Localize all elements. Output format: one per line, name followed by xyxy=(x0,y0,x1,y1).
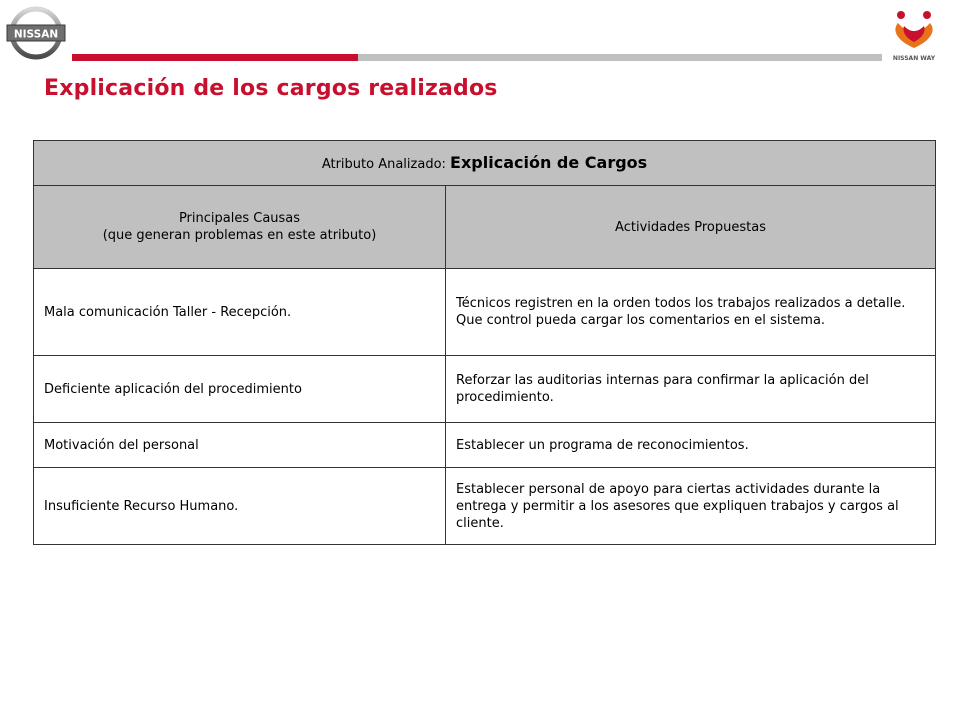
column-header-activities: Actividades Propuestas xyxy=(446,186,936,269)
attribute-value: Explicación de Cargos xyxy=(450,152,648,172)
cause-cell: Mala comunicación Taller - Recepción. xyxy=(34,269,446,356)
activity-cell: Establecer un programa de reconocimientos. xyxy=(446,423,936,468)
svg-text:NISSAN: NISSAN xyxy=(13,28,59,41)
attribute-header-cell xyxy=(34,141,936,186)
column-header-causes xyxy=(34,186,446,269)
nissan-way-logo xyxy=(890,8,940,64)
activity-cell: Reforzar las auditorias internas para confirmar la aplicación del procedimiento. xyxy=(446,356,936,423)
causes-header-line2: (que generan problemas en este atributo) xyxy=(102,228,377,243)
accent-bar-red xyxy=(72,54,358,61)
table-row xyxy=(34,269,936,356)
attribute-label: Atributo Analizado: xyxy=(321,156,451,172)
cause-cell: Insuficiente Recurso Humano. xyxy=(34,468,446,545)
attribute-header-row xyxy=(34,141,936,186)
cause-cell: Deficiente aplicación del procedimiento xyxy=(34,356,446,423)
activity-cell: Técnicos registren en la orden todos los trabajos realizados a detalle. Que control pueda cargar los comentarios en el sistema. xyxy=(446,269,936,356)
page-title: Explicación de los cargos realizados xyxy=(44,76,498,101)
causes-header-line1: Principales Causas xyxy=(178,211,301,226)
table-row xyxy=(34,356,936,423)
accent-bar-grey xyxy=(358,54,882,61)
table-row xyxy=(34,468,936,545)
nissan-logo xyxy=(6,6,66,62)
svg-text:NISSAN WAY: NISSAN WAY xyxy=(892,55,936,62)
activity-cell: Establecer personal de apoyo para ciertas actividades durante la entrega y permitir a los asesores que expliquen trabajos y cargos al cliente. xyxy=(446,468,936,545)
column-header-row xyxy=(34,186,936,269)
table-row xyxy=(34,423,936,468)
causes-activities-table xyxy=(33,140,936,545)
cause-cell: Motivación del personal xyxy=(34,423,446,468)
